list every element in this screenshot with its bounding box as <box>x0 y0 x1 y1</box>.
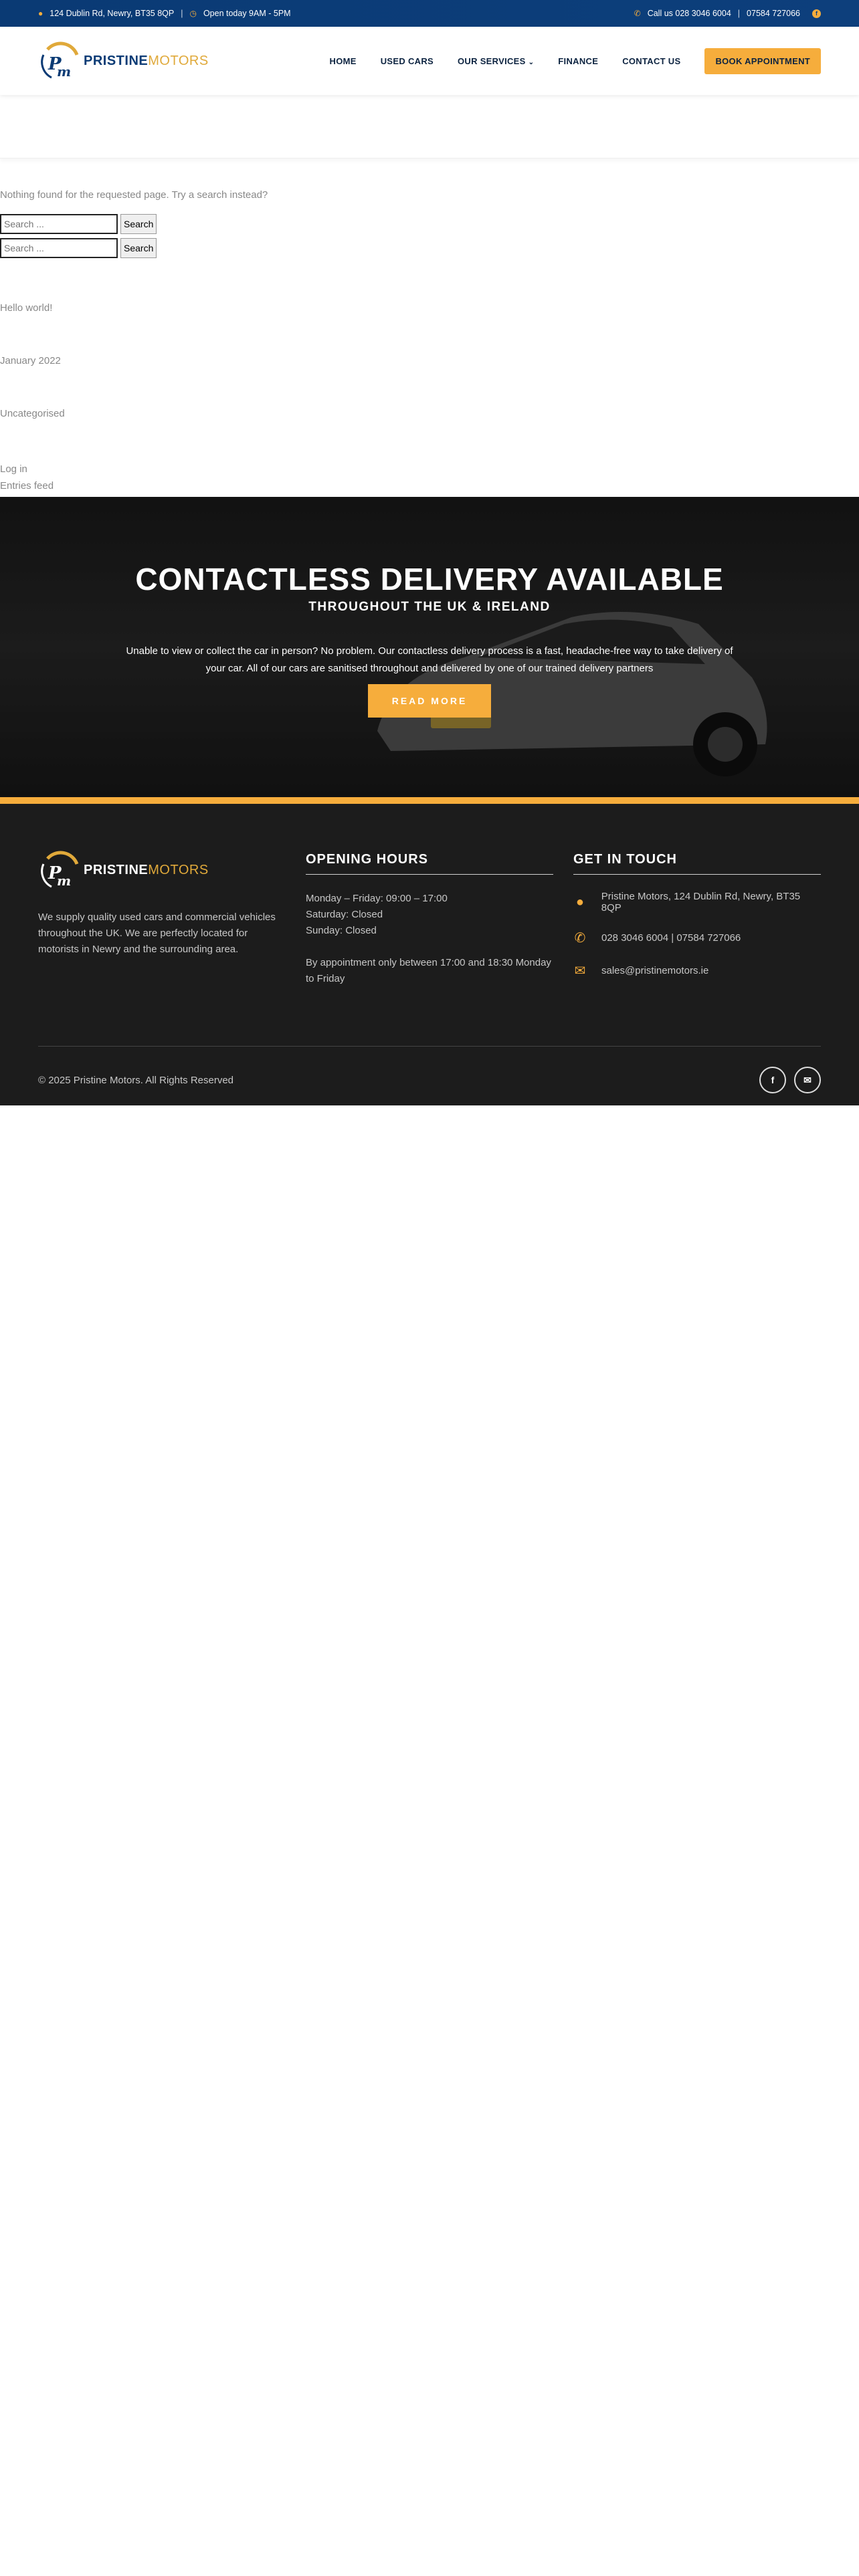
contact-email <box>573 962 821 979</box>
footer-accent-strip <box>0 797 859 804</box>
social-links <box>759 1067 821 1093</box>
facebook-icon[interactable]: f <box>812 9 821 18</box>
envelope-icon: ✉ <box>574 964 586 978</box>
topbar-address: 124 Dublin Rd, Newry, BT35 8QP <box>50 9 175 18</box>
footer-hours <box>306 849 553 987</box>
search-button[interactable]: Search <box>120 214 157 234</box>
map-pin-icon: ● <box>38 9 43 18</box>
search-form <box>0 214 859 234</box>
main-content <box>0 158 859 528</box>
topbar-hours: Open today 9AM - 5PM <box>203 9 291 18</box>
logo-monogram-icon <box>38 849 80 891</box>
hours-sunday: Sunday: Closed <box>306 925 377 936</box>
nav-used-cars[interactable]: USED CARS <box>380 56 434 66</box>
banner-description: Unable to view or collect the car in person? No problem. Our contactless delivery process is a fast, headache-free way to take delivery of your car. All of our cars are sanitised throughout and delivered by one of our trained delivery partners <box>126 645 733 674</box>
logo-monogram-icon <box>38 40 80 82</box>
chevron-down-icon: ⌄ <box>528 58 535 66</box>
footer-logo[interactable] <box>38 849 286 891</box>
clock-icon: ◷ <box>189 9 197 18</box>
svg-text:m: m <box>57 64 72 80</box>
nav-contact-us[interactable]: CONTACT US <box>622 56 681 66</box>
site-header <box>0 27 859 95</box>
not-found-message: Nothing found for the requested page. Try a search instead? <box>0 189 268 201</box>
read-more-button[interactable]: READ MORE <box>368 684 492 718</box>
page-title-area <box>0 95 859 158</box>
footer-columns <box>38 849 821 987</box>
spacer <box>0 314 859 355</box>
contact-phone <box>573 930 821 946</box>
footer-logo-bold: PRISTINE <box>84 862 149 877</box>
banner-content <box>0 497 859 797</box>
category-link[interactable]: Uncategorised <box>0 408 65 419</box>
search-button-widget[interactable]: Search <box>120 238 157 258</box>
contact-address-text: Pristine Motors, 124 Dublin Rd, Newry, BT35 8QP <box>601 891 801 914</box>
site-logo[interactable] <box>38 40 209 82</box>
footer-about-text: We supply quality used cars and commercial vehicles throughout the UK. We are perfectly located for motorists in Newry and the surrounding area. <box>38 911 276 955</box>
topbar-call-link[interactable]: Call us 028 3046 6004 <box>647 9 731 18</box>
recent-post-link[interactable]: Hello world! <box>0 302 53 314</box>
contact-address <box>573 891 821 914</box>
copyright: © 2025 Pristine Motors. All Rights Reserved <box>38 1074 234 1086</box>
phone-icon: ✆ <box>574 931 586 946</box>
hours-note: By appointment only between 17:00 and 18:30 Monday to Friday <box>306 957 551 984</box>
hours-heading: OPENING HOURS <box>306 852 553 875</box>
book-appointment-button[interactable]: BOOK APPOINTMENT <box>704 48 821 74</box>
spacer <box>0 258 859 302</box>
search-input-widget[interactable] <box>0 238 118 258</box>
phone-icon: ✆ <box>634 9 641 18</box>
nav-finance[interactable]: FINANCE <box>558 56 599 66</box>
archive-link[interactable]: January 2022 <box>0 355 61 366</box>
spacer <box>0 419 859 461</box>
topbar-divider-2: | <box>737 9 741 18</box>
svg-text:P: P <box>48 54 62 74</box>
meta-login-link[interactable]: Log in <box>0 463 27 475</box>
meta-entries-feed-link[interactable]: Entries feed <box>0 480 54 492</box>
topbar-mobile-link[interactable]: 07584 727066 <box>747 9 800 18</box>
svg-text:P: P <box>48 863 62 883</box>
banner-title: CONTACTLESS DELIVERY AVAILABLE <box>135 562 724 597</box>
logo-name-bold: PRISTINE <box>84 53 149 68</box>
search-form-widget <box>0 238 859 258</box>
footer-contact <box>573 849 821 987</box>
contact-heading: GET IN TOUCH <box>573 852 821 875</box>
footer-logo-light: MOTORS <box>148 862 209 877</box>
envelope-icon[interactable]: ✉ <box>794 1067 821 1093</box>
logo-name-light: MOTORS <box>148 53 209 68</box>
facebook-icon[interactable]: f <box>759 1067 786 1093</box>
map-pin-icon: ● <box>575 894 584 909</box>
main-nav <box>330 48 821 74</box>
hours-weekday: Monday – Friday: 09:00 – 17:00 <box>306 893 448 904</box>
footer-logo-wordmark <box>84 863 209 878</box>
top-bar <box>0 0 859 27</box>
delivery-banner <box>0 497 859 797</box>
hours-saturday: Saturday: Closed <box>306 909 383 920</box>
spacer <box>0 366 859 408</box>
topbar-divider: | <box>181 9 183 18</box>
nav-home[interactable]: HOME <box>329 56 357 66</box>
footer-about <box>38 849 286 987</box>
footer-bottom <box>38 1046 821 1093</box>
banner-subtitle: THROUGHOUT THE UK & IRELAND <box>308 600 551 614</box>
nav-our-services[interactable] <box>458 56 534 66</box>
logo-wordmark <box>84 53 209 69</box>
contact-phone-text[interactable]: 028 3046 6004 | 07584 727066 <box>601 932 741 944</box>
hours-list <box>306 891 553 939</box>
site-footer <box>0 804 859 1105</box>
nav-our-services-label: OUR SERVICES <box>458 56 526 66</box>
contact-email-link[interactable]: sales@pristinemotors.ie <box>601 965 709 976</box>
svg-text:m: m <box>57 873 72 889</box>
search-input[interactable] <box>0 214 118 234</box>
